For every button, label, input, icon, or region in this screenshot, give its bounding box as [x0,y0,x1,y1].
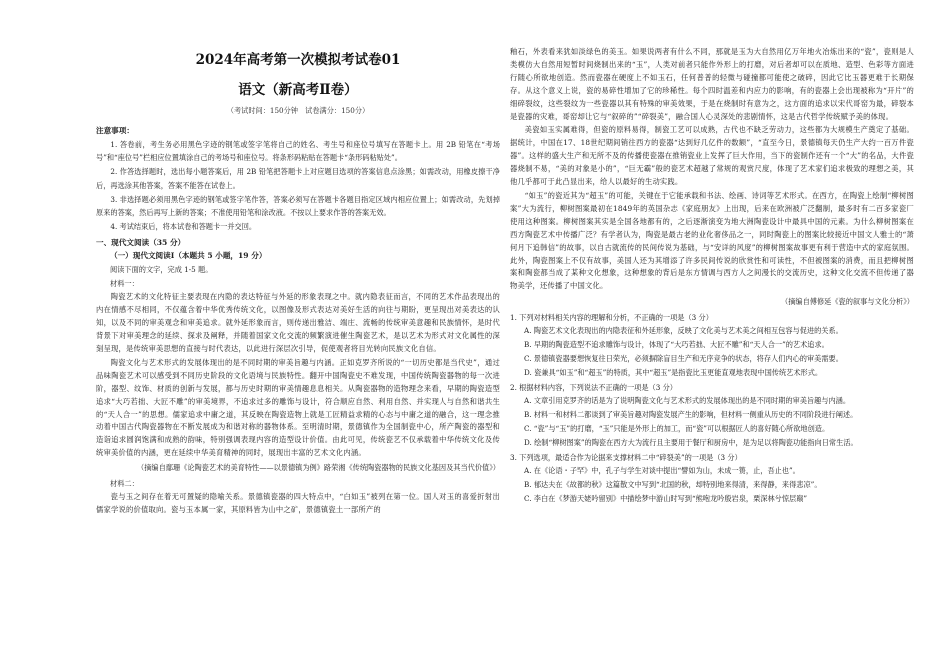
material2-label: 材料二： [110,478,139,488]
material1-paragraph: 陶瓷艺术的文化特征主要表现在内隐的表达特征与外延的形象表现之中。就内隐表征而言，不同的艺术作品表现出的内在情感不尽相同，不仅蕴含着中华优秀传统文化，以图像及形式表达对美好生活的向往与期盼，更呈现出对美表达的认知，以及不同的审美观念和审美追求。就外延形象而言，则传递出雅洁、端庄、流畅的传统审美意趣和民族情怀，是时代背景下对审美理念的延续、探求及阐释，并随着国家文化交流的频繁演进催生陶瓷艺术，是以艺术为形式对文化属性的深刻呈现，是传统审美思想的直接与时代表达，以此进行深层次引导，促使观者将目光转向民族文化自信。 [96,292,500,354]
subsection-heading: （一）现代文阅读Ⅰ（本题共 5 小题，19 分） [110,251,267,261]
question-option: B. 材料一和材料二都谈到了审美旨趣对陶瓷发展产生的影响，但材料一侧重从历史的不同阶段进行阐述。 [524,410,858,420]
question-option: B. 郁达夫在《故都的秋》这篇散文中写到“北国的秋，却特别地来得清，来得静，来得悲凉”。 [524,480,822,490]
question-stem: 1. 下列对材料相关内容的理解和分析，不正确的一项是（3 分） [510,313,713,323]
question-stem: 3. 下列选项，最适合作为论据来支撑材料二中“碎裂美”的一项是（3 分） [510,453,742,463]
material1-source: （摘编自鄢珊《论陶瓷艺术的美育特性——以景德镇为例》路荣湘《传统陶瓷器物的民族文化基因及其当代价值》） [137,463,500,473]
question-option: C. 景德镇瓷器要想恢复往日荣光，必须摒除盲目生产和无序竞争的状态，将存人们内心的审美需要。 [524,354,843,364]
question-option: A. 在《论语・子罕》中，孔子与学生对谈中提出“譬如为山，未成一篑，止，吾止也”。 [524,466,800,476]
question-option: A. 文章引用克罗齐的话是为了说明陶瓷文化与艺术形式的发展体现出的是不同时期的审美旨趣与内涵。 [524,396,851,406]
question-option: A. 陶瓷艺术文化表现出的内隐表征和外延形象，反映了文化美与艺术美之间相互包容与促进的关系。 [524,326,843,336]
exam-subtitle: 语文（新高考Ⅱ卷） [238,82,358,98]
material2-continuation: 釉石，外表看来犹如淡绿色的美玉。如果说两者有什么不同，那就是玉为大自然用亿万年地火冶炼出来的“瓷”，瓷则是人类模仿大自然用短暂时间烧制出来的“玉”，人类对前者只能作外形上的打磨，对后者却可以在质地、造型、色彩等方面进行随心所欲地创造。然而瓷器在硬度上不如玉石，任何普普的轻微与碰撞都可能使之破碎，因此它比玉器更难于长期保存。从这个意义上说，瓷的易碎性增加了它的珍稀性。每个四时温差和内应力的影响，有的瓷器上会出现被称为“开片”的细碎裂纹，这些裂纹为一些瓷器以其有特殊的审美效果，于是在烧制时有意为之，这方面的追求以宋代哥窑为最，碎裂本是瓷器的灾难，哥窑却让它与“叙碎的”“碎裂美”，融合国人心灵深处的悲剧情怀，这是古代哲学传统赋予美的体现。 [510,47,914,121]
notes-heading: 注意事项： [96,126,134,135]
question-option: B. 早期的陶瓷造型不追求雕饰与设计，体现了“大巧若拙、大匠不雕”和“天人合一”的艺术追求。 [524,340,829,350]
material1-paragraph: 陶瓷文化与艺术形式的发展体现出的是不同时期的审美旨趣与内涵。正如克罗齐所说的“一切历史都是当代史”，通过品味陶瓷艺术可以感受到不同历史阶段的文化语境与民族特性。翻开中国陶瓷史不难发现，中国传统陶瓷器物的每一次进阶，器型、纹饰、材质的创新与发展，都与历史时期的审美情趣息息相关。从陶瓷器物的造物理念来看，早期的陶瓷造型追求“大巧若拙、大匠不雕”的审美境界，不追求过多的雕饰与设计，符合顺应自然、利用自然、并实现人与自然和谐共生的“天人合一”的思想。儒家追求中庸之道，其反映在陶瓷造物上就是工匠精益求精的心态与中庸之道的融合，这一理念推动着中国古代陶瓷器物在不断发展成为和谐对称的器物体系。至明清时期，景德镇作为全国制瓷中心，所产陶瓷的器型和造诣追求圆润饱满和成熟的韵味，特别强调表现内容的造型设计价值。由此可见，传统瓷艺不仅承载着中华传统文化及传统审美价值的内涵，更在延续中华美育精神的同时，展现出丰富的艺术文化内涵。 [96,357,500,458]
reading-instruction: 阅读下面的文字，完成 1-5 题。 [110,265,213,275]
material2-paragraph: 瓷与玉之间存在着无可置疑的隐喻关系。景德镇瓷器的四大特点中，“白如玉”被列在第一位。国人对玉的喜爱折射出儒家学说的价值取向。瓷与玉本属一家，其原料皆为山中之矿，景德镇瓷土一部所产的 [96,491,500,514]
material1-label: 材料一： [110,279,139,289]
left-column [96,48,500,518]
material2-paragraph: “如玉”的瓷近其为“超玉”的可能，关键在于它能承载和书法、绘画、诗词等艺术形式。在西方，在陶瓷上绘制“柳树图案”大为流行，柳树图案最初在1849年的英国杂志《家庭朋友》上出现，后来在欧洲被广泛翻制，最多时有二百多家瓷厂使用这种图案。柳树图案其实是全国各地都有的，之后逐渐演变为地大洲陶瓷设计中最具中国的元素。为什么柳树图案在西方陶瓷艺术中传播广泛？有学者认为，陶瓷是最古老的业化奢侈品之一，同时陶瓷上的图案比较接近中国文人雅士的“萧何月下追韩信”的故事，以自古就流传的民间传说为基础，与“安详的风度”的柳树图案故事更有利于营造中式的家庭氛围。此外，陶瓷图案上不仅有故事，美国人还为其增添了许多民间传说的欣赏性和可读性，不但被图案的消费，而且把柳树图案和陶瓷都当成了某种文化想象，这种想象的背后是东方情调与西方人之间漫长的交流历史，这种文化交流不但传递了器物美学，还传播了中国文化。 [510,190,914,291]
exam-title: 2024年高考第一次模拟考试卷01 [195,52,401,68]
question-stem: 2. 根据材料内容，下列说法不正确的一项是（3 分） [510,383,677,393]
note-item: 3. 非选择题必须用黑色字迹的钢笔或签字笔作答，答案必须写在答题卡各题目指定区域内相应位置上；如需改动，先划掉原来的答案，然后再写上新的答案；不准使用铅笔和涂改液。不按以上要求作答的答案无效。 [96,194,500,218]
note-item: 2. 作答选择题时，选出每小题答案后，用 2B 铅笔把答题卡上对应题目选项的答案信息点涂黑；如需改动，用橡皮擦干净后，再选涂其他答案，答案不能答在试卷上。 [96,167,500,190]
question-option: D. 绘制“柳树图案”的陶瓷在西方大为流行且主要用于餐厅和厨房中，是为足以将陶瓷功能指向日常生活。 [524,438,858,448]
question-option: C. 李白在《梦游天姥吟留别》中描绘梦中游山时写到“熊咆龙吟殷岩泉，栗深林兮惊层巅” [524,494,808,504]
material2-source: （摘编自傅修延《瓷的叙事与文化分析》） [781,297,914,307]
material2-paragraph: 美瓷如玉实属难得，但瓷的原料易得，制瓷工艺可以成熟，古代也不缺乏劳动力，这些都为大规模生产奠定了基础。据统计，中国在17、18世纪期间销往西方的瓷器“达到好几亿件的数额”，“直至今日，景德镇每天仍生产大约一百万件瓷器”。这样的盛大生产和无所不及的传播使瓷器在推销瓷业上发挥了巨大作用，当下的瓷制作还有一个“大”的名品，大件瓷器烧制不易，“美的对象是小的”，“巨无霸”般的瓷艺术超越了常规的观赏尺度，体现了艺术家们追求极致的理想之美，其他几乎都可于此凸显出来，给人以最好的生动实践。 [510,125,914,187]
exam-meta: （考试时间：150分钟 试卷满分：150分） [226,106,370,115]
question-option: C. “瓷”与“玉”的打磨，“玉”只能是外形上的加工，而“瓷”可以根据匠人的喜好随心所欲地创造。 [524,424,830,434]
note-item: 1. 答卷前，考生务必用黑色字迹的钢笔或签字笔将自己的姓名、考生号和座位号填写在答题卡上。用 2B 铅笔在“考场号”和“座位号”栏相应位置填涂自己的考场号和座位号。将条形码粘贴在答题卡“条形码粘贴处”。 [96,140,500,163]
section-heading: 一、现代文阅读（35 分） [96,238,186,248]
right-column [510,46,914,506]
note-item: 4. 考试结束后，将本试卷和答题卡一并交回。 [110,222,257,232]
question-option: D. 瓷兼具“如玉”和“超玉”的特质，其中“超玉”是指瓷比玉更能直观地表现中国传统艺术形式。 [524,368,823,378]
